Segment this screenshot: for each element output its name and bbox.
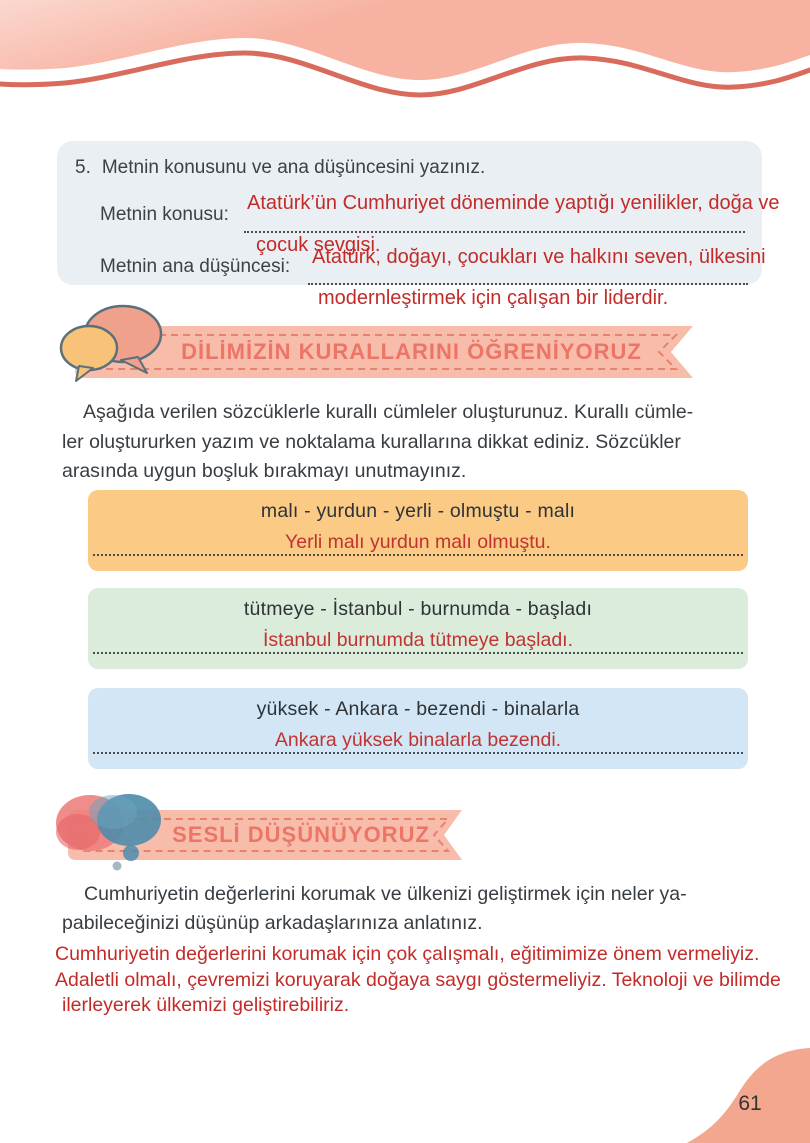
answer-konu-line2: çocuk sevgisi. bbox=[256, 234, 381, 256]
section1-instruction bbox=[62, 398, 758, 487]
exercise-words: yüksek - Ankara - bezendi - binalarla bbox=[256, 698, 580, 720]
answer-dotted-line bbox=[308, 283, 748, 285]
wave-header-decoration bbox=[0, 0, 810, 118]
exercise-answer: Yerli malı yurdun malı olmuştu. bbox=[285, 531, 551, 553]
instruction-line: ler oluştururken yazım ve noktalama kurallarına dikkat ediniz. Sözcükler bbox=[62, 430, 681, 453]
section2-title: SESLİ DÜŞÜNÜYORUZ bbox=[172, 822, 430, 847]
answer-dotted-line bbox=[93, 752, 743, 754]
answer-dotted-line bbox=[93, 554, 743, 556]
exercise-words: malı - yurdun - yerli - olmuştu - malı bbox=[260, 500, 576, 522]
answer-dotted-line bbox=[244, 231, 745, 233]
section2-prompt bbox=[62, 880, 762, 937]
question5-title bbox=[75, 157, 485, 179]
exercise-box-green bbox=[88, 588, 748, 669]
answer-line: Cumhuriyetin değerlerini korumak için çok çalışmalı, eğitimimize önem vermeliyiz. bbox=[55, 943, 760, 965]
answer-ana-line2: modernleştirmek için çalışan bir liderdir. bbox=[318, 287, 669, 309]
answer-line: Adaletli olmalı, çevremizi koruyarak doğaya saygı göstermeliyiz. Teknoloji ve bilimde bbox=[55, 968, 781, 991]
section2-answer bbox=[55, 942, 803, 1019]
field-label-konu: Metnin konusu: bbox=[100, 204, 229, 225]
answer-ana-line1: Atatürk, doğayı, çocukları ve halkını seven, ülkesini bbox=[312, 246, 766, 268]
page-number: 61 bbox=[738, 1092, 762, 1115]
answer-dotted-line bbox=[93, 652, 743, 654]
exercise-box-blue bbox=[88, 688, 748, 769]
instruction-line: arasında uygun boşluk bırakmayı unutmayınız. bbox=[62, 460, 467, 482]
question-number: 5. bbox=[75, 157, 91, 178]
exercise-answer: İstanbul burnumda tütmeye başladı. bbox=[262, 629, 574, 651]
exercise-answer: Ankara yüksek binalarla bezendi. bbox=[274, 729, 562, 751]
answer-konu-line1: Atatürk’ün Cumhuriyet döneminde yaptığı yenilikler, doğa ve bbox=[247, 192, 780, 214]
exercise-words: tütmeye - İstanbul - burnumda - başladı bbox=[243, 598, 593, 620]
prompt-line: Cumhuriyetin değerlerini korumak ve ülkenizi geliştirmek için neler ya- bbox=[84, 883, 687, 905]
speech-bubbles-icon bbox=[58, 303, 166, 383]
prompt-line: pabileceğinizi düşünüp arkadaşlarınıza anlatınız. bbox=[62, 911, 483, 934]
field-label-ana-dusunce: Metnin ana düşüncesi: bbox=[100, 256, 291, 277]
question-prompt: Metnin konusunu ve ana düşüncesini yazınız. bbox=[101, 157, 486, 178]
section1-title: DİLİMİZİN KURALLARINI ÖĞRENİYORUZ bbox=[181, 339, 642, 364]
thought-cloud-icon bbox=[52, 791, 174, 877]
exercise-box-orange bbox=[88, 490, 748, 571]
answer-line: ilerleyerek ülkemizi geliştirebiliriz. bbox=[62, 994, 350, 1016]
instruction-line: Aşağıda verilen sözcüklerle kurallı cümleler oluşturunuz. Kurallı cümle- bbox=[83, 401, 694, 423]
